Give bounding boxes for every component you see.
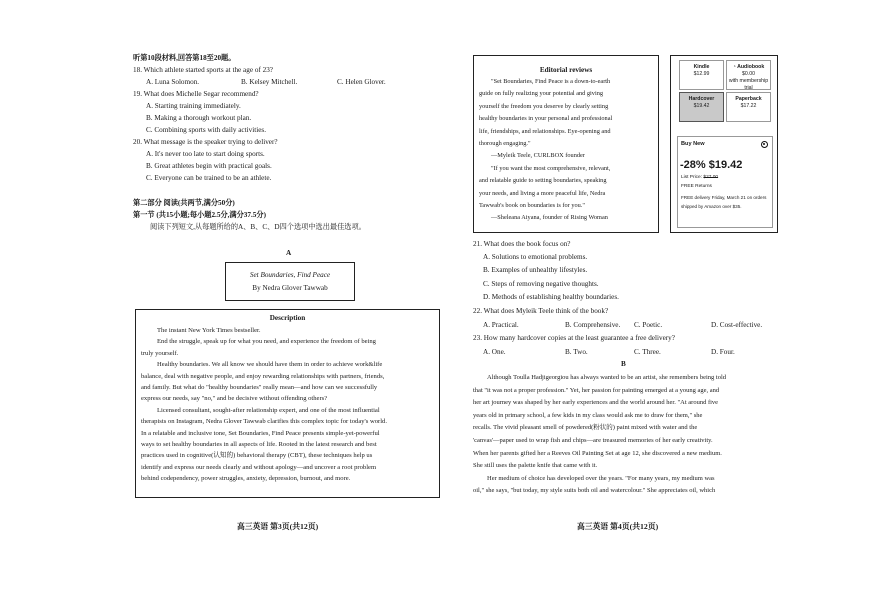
description-line: therapists on Instagram, Nedra Glover Tawwab clarifies this complex topic for today's world. <box>141 418 387 426</box>
discount-percent: -28% <box>680 159 706 171</box>
option: C. Combining sports with daily activities. <box>146 126 266 134</box>
reading-instruction: 阅读下列短文,从每题所给的A、B、C、D四个选项中选出最佳选项。 <box>150 223 366 231</box>
passage-line: oil," she says, "but today, my style suits both oil and watercolour." She appreciates oil, which <box>473 487 716 495</box>
passage-line: years old in primary school, a few kids in my class would ask me to draw for them," she <box>473 411 703 419</box>
reviews-text <box>479 76 653 225</box>
description-line: identify and express our needs clearly and without apology—and uncover a root problem <box>141 463 377 471</box>
option: B. Examples of unhealthy lifestyles. <box>483 266 588 274</box>
description-line: ways to set healthy boundaries in all aspects of life. Rooted in the latest research and best <box>141 441 377 449</box>
buy-now-label: Buy New <box>681 141 705 147</box>
option: C. Everyone can be trained to be an athlete. <box>146 174 272 182</box>
passage-line: When her parents gifted her a Reeves Oil Painting Set at age 12, she discovered a new medium. <box>473 449 722 457</box>
reviews-title: Editorial reviews <box>539 66 593 74</box>
review-line: "Set Boundaries, Find Peace is a down-to-earth <box>491 78 611 85</box>
option: A. Luna Solomon. <box>146 78 200 86</box>
description-line: The instant New York Times bestseller. <box>157 327 261 334</box>
list-price-row <box>681 175 718 180</box>
option: B. Comprehensive. <box>565 321 621 329</box>
radio-selected-icon[interactable] <box>761 141 768 148</box>
right-page <box>435 0 870 615</box>
passage-line: She still uses the palette knife that came with it. <box>473 462 598 470</box>
price-row <box>680 159 742 171</box>
description-line: balance, deal with negative people, and enjoy rewarding relationships with partners, friends, <box>141 372 385 380</box>
review-line: healthy boundaries in your personal and professional <box>479 115 613 123</box>
shipping-info: shipped by Amazon over $35. <box>681 204 742 209</box>
description-title: Description <box>269 314 306 322</box>
description-line: express our needs, say "no," and be decisive without offending others? <box>141 395 328 403</box>
review-line: Tawwab's book on boundaries is for you." <box>479 202 585 210</box>
option: C. Helen Glover. <box>337 78 386 86</box>
listening-intro: 听第10段材料,回答第18至20题。 <box>133 54 236 62</box>
description-line: Healthy boundaries. We all know we should have them in order to achieve work&life <box>157 361 383 369</box>
section1-title: 第一节 (共15小题;每小题2.5分,满分37.5分) <box>133 211 266 219</box>
description-line: End the struggle, speak up for what you need, and experience the freedom of being <box>157 338 376 346</box>
option: A. Practical. <box>483 321 519 329</box>
delivery-info: FREE delivery Friday, March 21 on orders <box>681 195 767 200</box>
option: B. Kelsey Mitchell. <box>241 78 298 86</box>
passage-b-text <box>473 372 819 498</box>
format-price: $0.00 <box>742 71 755 77</box>
review-line: yourself the freedom you deserve by clearly setting <box>479 102 609 110</box>
option: C. Three. <box>634 348 661 356</box>
option: C. Steps of removing negative thoughts. <box>483 280 599 288</box>
question-20: 20. What message is the speaker trying to deliver? <box>133 138 278 146</box>
list-price-label: List Price: <box>681 175 703 180</box>
question-22: 22. What does Myleik Teele think of the book? <box>473 307 609 315</box>
review-line: life, friendships, and relationships. Eye-opening and <box>479 127 611 135</box>
option: D. Four. <box>711 348 735 356</box>
passage-line: her art journey was shaped by her early experiences and the world around her. "At around five <box>473 399 719 407</box>
book-title-box <box>225 262 355 301</box>
description-line: In a relatable and inclusive tone, Set Boundaries, Find Peace presents simple-yet-powerful <box>141 429 380 437</box>
review-attribution: —Sheleana Aiyana, founder of Rising Woman <box>491 214 608 222</box>
product-buy-panel <box>670 55 778 233</box>
question-18: 18. Which athlete started sports at the age of 23? <box>133 66 273 74</box>
description-text <box>141 325 434 485</box>
format-name: ◔ Audiobook <box>732 64 765 70</box>
description-line: Licensed consultant, sought-after relationship expert, and one of the most influential <box>157 406 380 414</box>
review-line: your needs, and living a more peaceful life, Nedra <box>479 189 606 197</box>
passage-label-a: A <box>286 249 292 257</box>
option: B. Two. <box>565 348 588 356</box>
format-hardcover[interactable] <box>679 92 724 122</box>
option: A. One. <box>483 348 506 356</box>
review-line: "If you want the most comprehensive, relevant, <box>491 164 611 172</box>
description-box <box>135 309 440 498</box>
part2-title: 第二部分 阅读(共两节,满分50分) <box>133 199 235 207</box>
passage-label-b: B <box>621 360 626 368</box>
question-23: 23. How many hardcover copies at the least guarantee a free delivery? <box>473 334 675 342</box>
format-extra: with membership trial <box>728 78 769 91</box>
review-line: guide on fully realizing your potential and giving <box>479 90 603 98</box>
passage-line: 'canvas'—paper used to wrap fish and chips—are treasured memories of her early creativity. <box>473 436 713 444</box>
description-line: behind codependency, power struggles, anxiety, depression, burnout, and more. <box>141 475 351 483</box>
description-line: practices used in cognitive(认知的) behavioral therapy (CBT), these techniques help us <box>141 452 373 460</box>
passage-line: Her medium of choice has developed over the years. "For many years, my medium was <box>487 474 715 482</box>
book-author: By Nedra Glover Tawwab <box>252 284 328 292</box>
format-paperback[interactable] <box>726 92 771 122</box>
description-line: and family. But what do "healthy boundaries" really mean—and how can we successfully <box>141 384 378 392</box>
option: C. Poetic. <box>634 321 663 329</box>
buy-box <box>677 136 773 228</box>
passage-line: that "it was not a proper profession." Yet, her passion for painting emerged at a young age, and <box>473 386 720 394</box>
book-title: Set Boundaries, Find Peace <box>249 271 331 279</box>
format-price: $17.22 <box>740 103 757 109</box>
page-footer: 高三英语 第4页(共12页) <box>577 522 659 531</box>
format-price: $19.42 <box>693 103 710 109</box>
format-price: $12.99 <box>693 71 710 77</box>
passage-line: Although Toulla Hadjigeorgiou has always wanted to be an artist, she remembers being told <box>487 374 727 381</box>
description-line: truly yourself. <box>141 349 179 357</box>
option: A. It's never too late to start doing sports. <box>146 150 265 158</box>
review-line: thorough engaging." <box>479 140 531 148</box>
review-attribution: —Myleik Teele, CURLBOX founder <box>491 152 585 160</box>
format-kindle[interactable] <box>679 60 724 90</box>
option: D. Cost-effective. <box>711 321 763 329</box>
question-21: 21. What does the book focus on? <box>473 240 571 248</box>
audible-icon: ◔ <box>732 64 738 70</box>
current-price: $19.42 <box>708 159 743 171</box>
option: A. Starting training immediately. <box>146 102 241 110</box>
list-price: $27.00 <box>703 175 719 180</box>
option: A. Solutions to emotional problems. <box>483 253 588 261</box>
passage-line: recalls. The vivid pleasant smell of powdered(粉状的) paint mixed with water and the <box>473 424 698 432</box>
option: B. Making a thorough workout plan. <box>146 114 252 122</box>
editorial-reviews-box <box>473 55 659 233</box>
option: B. Great athletes begin with practical goals. <box>146 162 272 170</box>
question-19: 19. What does Michelle Segar recommend? <box>133 90 259 98</box>
format-name: Kindle <box>693 64 710 70</box>
free-returns[interactable]: FREE Returns <box>681 184 712 189</box>
page-footer: 高三英语 第3页(共12页) <box>237 522 319 531</box>
option: D. Methods of establishing healthy boundaries. <box>483 293 619 301</box>
format-audiobook[interactable] <box>726 60 771 90</box>
format-name: Paperback <box>735 96 762 102</box>
format-name: Hardcover <box>688 96 715 102</box>
review-line: and relatable guide to setting boundaries, speaking <box>479 177 607 185</box>
